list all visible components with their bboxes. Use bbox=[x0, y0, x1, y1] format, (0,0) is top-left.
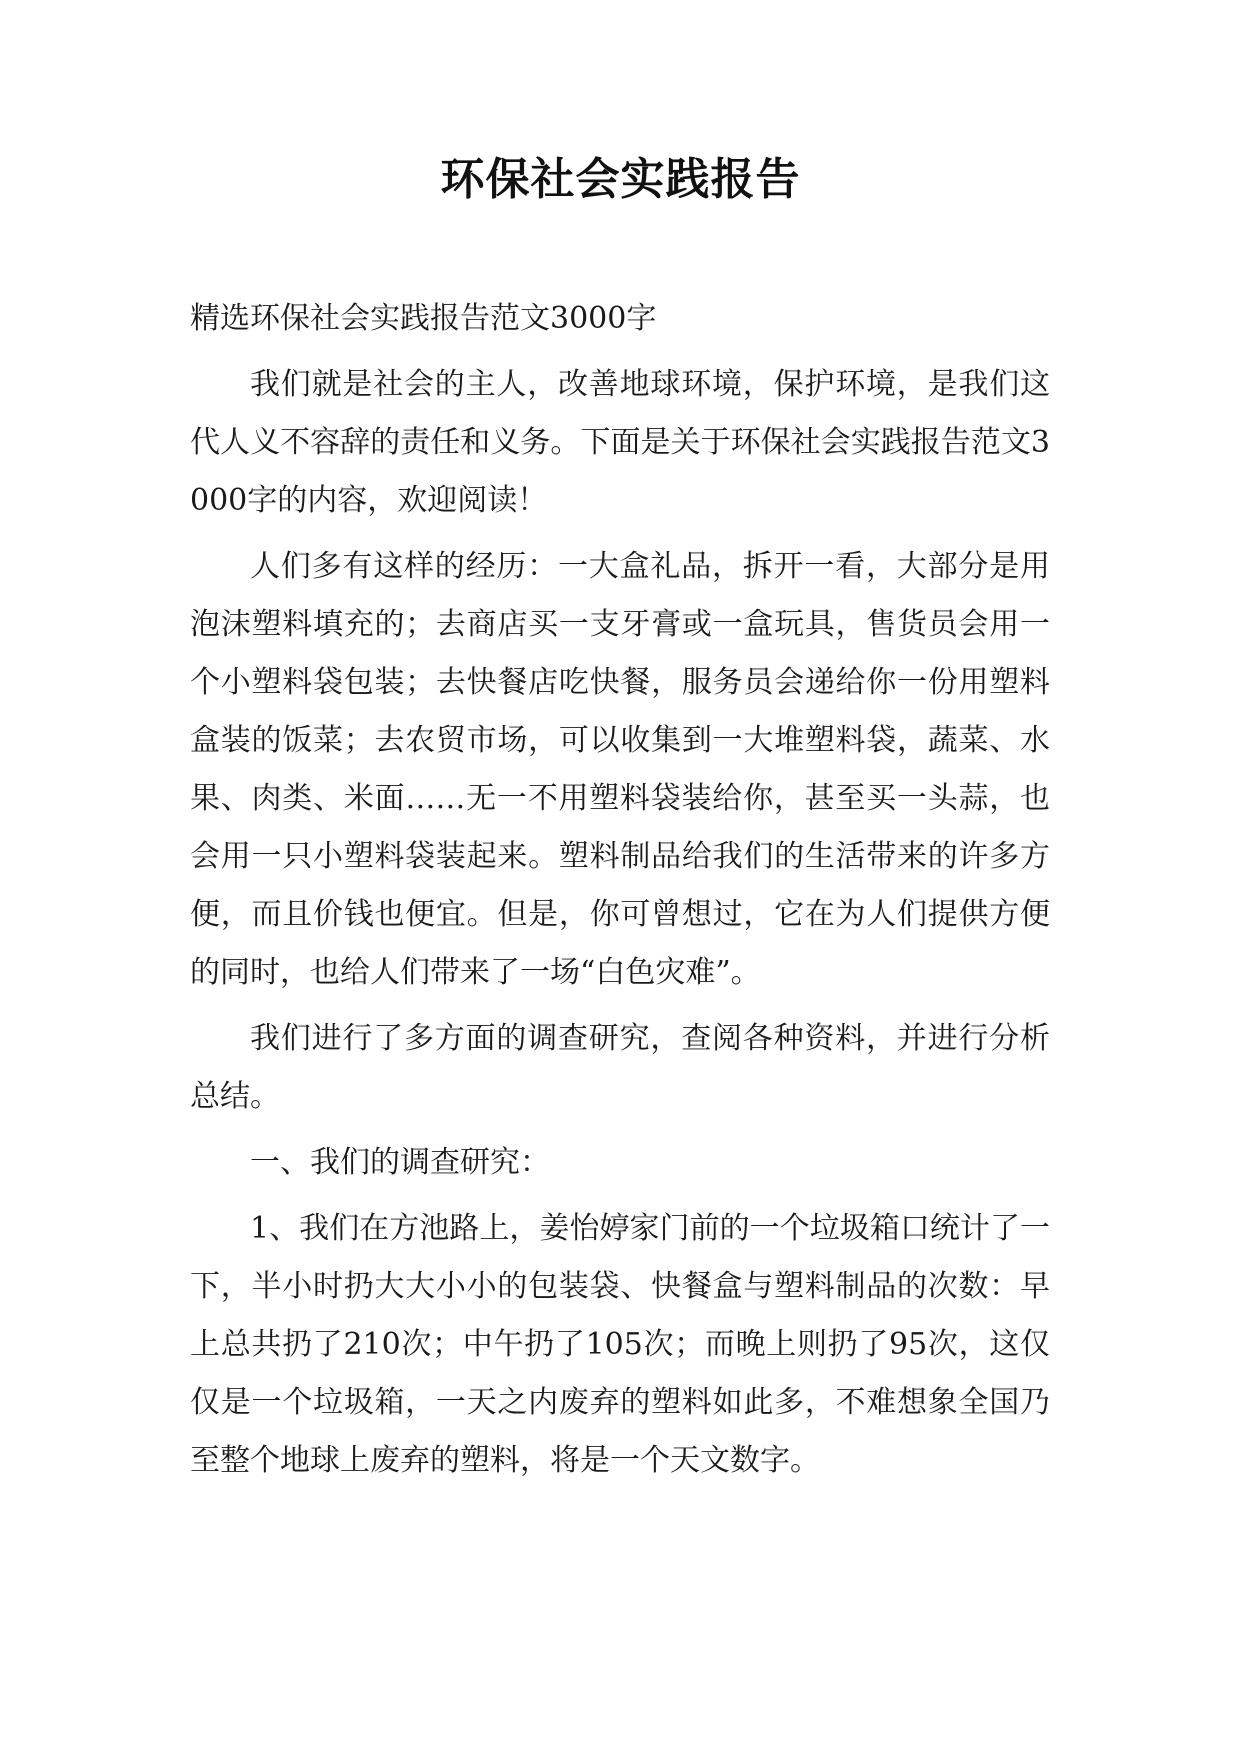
section-heading-research: 一、我们的调查研究： bbox=[250, 1145, 550, 1180]
document-body bbox=[190, 290, 1050, 1498]
paragraph-experience: 人们多有这样的经历：一大盒礼品，拆开一看，大部分是用泡沫塑料填充的；去商店买一支牙膏或一盒玩具，售货员会用一个小塑料袋包装；去快餐店吃快餐，服务员会递给你一份用塑料盒装的饭菜；去农贸市场，可以收集到一大堆塑料袋，蔬菜、水果、肉类、米面……无一不用塑料袋装给你，甚至买一头蒜，也会用一只小塑料袋装起来。塑料制品给我们的生活带来的许多方便，而且价钱也便宜。但是，你可曾想过，它在为人们提供方便的同时，也给人们带来了一场“白色灾难”。 bbox=[190, 549, 1050, 990]
document-subtitle: 精选环保社会实践报告范文3000字 bbox=[190, 301, 657, 336]
paragraph-survey: 1、我们在方池路上，姜怡婷家门前的一个垃圾箱口统计了一下，半小时扔大大小小的包装袋、快餐盒与塑料制品的次数：早上总共扔了210次；中午扔了105次；而晚上则扔了95次，这仅仅是一个垃圾箱，一天之内废弃的塑料如此多，不难想象全国乃至整个地球上废弃的塑料，将是一个天文数字。 bbox=[190, 1211, 1050, 1478]
paragraph-research: 我们进行了多方面的调查研究，查阅各种资料，并进行分析总结。 bbox=[190, 1021, 1050, 1114]
document-title: 环保社会实践报告 bbox=[440, 154, 801, 205]
paragraph-intro: 我们就是社会的主人，改善地球环境，保护环境，是我们这代人义不容辞的责任和义务。下面是关于环保社会实践报告范文3000字的内容，欢迎阅读！ bbox=[190, 367, 1050, 518]
